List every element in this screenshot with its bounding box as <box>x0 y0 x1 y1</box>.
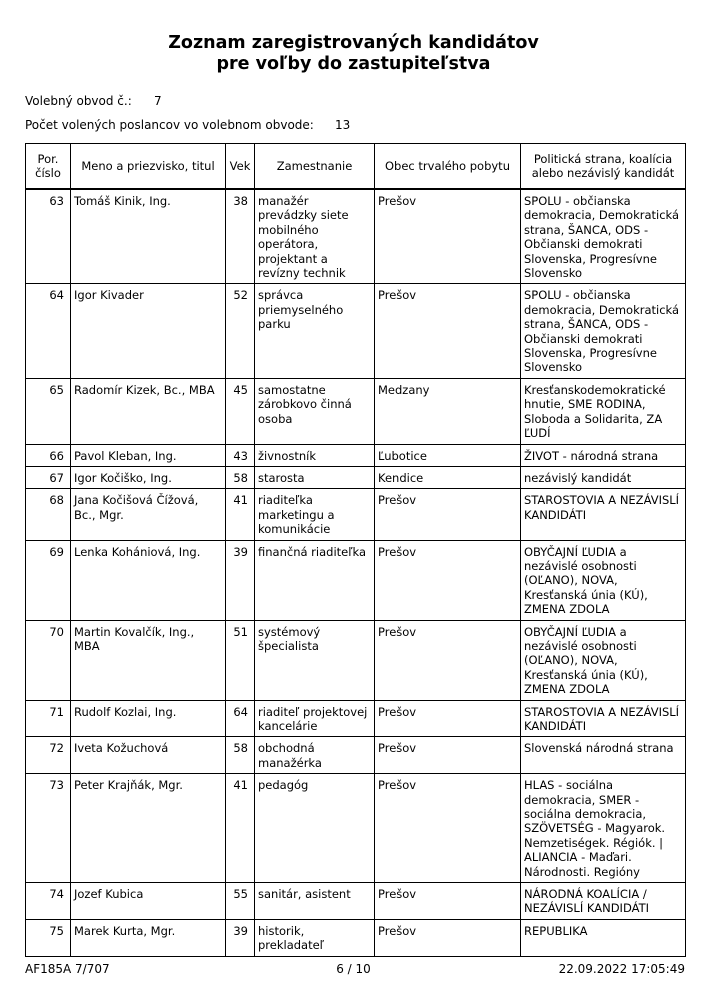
cell-age: 58 <box>226 466 255 488</box>
cell-number: 64 <box>26 284 71 378</box>
cell-party: OBYČAJNÍ ĽUDIA a nezávislé osobnosti (OĽANO), NOVA, Kresťanská únia (KÚ), ZMENA ZDOLA <box>521 620 686 700</box>
cell-occupation: finančná riaditeľka <box>255 540 375 620</box>
cell-name: Pavol Kleban, Ing. <box>71 444 226 466</box>
cell-number: 71 <box>26 700 71 737</box>
cell-number: 69 <box>26 540 71 620</box>
cell-occupation: sanitár, asistent <box>255 883 375 920</box>
cell-name: Tomáš Kinik, Ing. <box>71 189 226 284</box>
cell-occupation: pedagóg <box>255 774 375 883</box>
header-number: Por. číslo <box>26 144 71 190</box>
cell-party: SPOLU - občianska demokracia, Demokratická strana, ŠANCA, ODS - Občianski demokrati Slovenska, Progresívne Slovensko <box>521 284 686 378</box>
candidates-table <box>25 143 686 957</box>
seats-info <box>25 118 351 132</box>
cell-residence: Prešov <box>375 774 521 883</box>
cell-number: 74 <box>26 883 71 920</box>
cell-occupation: starosta <box>255 466 375 488</box>
cell-occupation: obchodná manažérka <box>255 737 375 774</box>
cell-age: 58 <box>226 737 255 774</box>
table-row <box>26 919 686 956</box>
cell-number: 67 <box>26 466 71 488</box>
cell-name: Peter Krajňák, Mgr. <box>71 774 226 883</box>
cell-number: 68 <box>26 489 71 540</box>
cell-number: 63 <box>26 189 71 284</box>
cell-number: 73 <box>26 774 71 883</box>
header-occupation: Zamestnanie <box>255 144 375 190</box>
table-row <box>26 540 686 620</box>
cell-name: Jozef Kubica <box>71 883 226 920</box>
cell-party: REPUBLIKA <box>521 919 686 956</box>
table-row <box>26 774 686 883</box>
cell-age: 41 <box>226 489 255 540</box>
cell-age: 52 <box>226 284 255 378</box>
table-row <box>26 700 686 737</box>
cell-age: 45 <box>226 378 255 444</box>
footer-page-number: 6 / 10 <box>336 962 371 976</box>
cell-age: 51 <box>226 620 255 700</box>
cell-number: 72 <box>26 737 71 774</box>
document-title-line1: Zoznam zaregistrovaných kandidátov <box>168 33 539 53</box>
cell-occupation: správca priemyselného parku <box>255 284 375 378</box>
cell-residence: Medzany <box>375 378 521 444</box>
cell-party: HLAS - sociálna demokracia, SMER - sociálna demokracia, SZÖVETSÉG - Magyarok. Nemzetiségek. Régiók. | ALIANCIA - Maďari. Národnosti. Regióny <box>521 774 686 883</box>
cell-name: Jana Kočišová Čížová, Bc., Mgr. <box>71 489 226 540</box>
cell-number: 75 <box>26 919 71 956</box>
seats-value: 13 <box>335 118 351 132</box>
cell-party: Kresťanskodemokratické hnutie, SME RODINA, Sloboda a Solidarita, ZA ĽUDÍ <box>521 378 686 444</box>
cell-age: 39 <box>226 540 255 620</box>
cell-party: Slovenská národná strana <box>521 737 686 774</box>
cell-number: 66 <box>26 444 71 466</box>
cell-residence: Prešov <box>375 919 521 956</box>
cell-residence: Prešov <box>375 700 521 737</box>
cell-name: Iveta Kožuchová <box>71 737 226 774</box>
document-title-line2: pre voľby do zastupiteľstva <box>216 54 491 74</box>
cell-residence: Prešov <box>375 620 521 700</box>
table-row <box>26 883 686 920</box>
cell-occupation: riaditeľka marketingu a komunikácie <box>255 489 375 540</box>
cell-occupation: riaditeľ projektovej kancelárie <box>255 700 375 737</box>
cell-name: Rudolf Kozlai, Ing. <box>71 700 226 737</box>
cell-residence: Prešov <box>375 489 521 540</box>
header-party: Politická strana, koalícia alebo nezávislý kandidát <box>521 144 686 190</box>
table-row <box>26 737 686 774</box>
table-row <box>26 189 686 284</box>
cell-party: STAROSTOVIA A NEZÁVISLÍ KANDIDÁTI <box>521 489 686 540</box>
cell-name: Radomír Kizek, Bc., MBA <box>71 378 226 444</box>
cell-occupation: historik, prekladateľ <box>255 919 375 956</box>
cell-occupation: systémový špecialista <box>255 620 375 700</box>
cell-name: Igor Kočiško, Ing. <box>71 466 226 488</box>
cell-name: Martin Kovalčík, Ing., MBA <box>71 620 226 700</box>
table-row <box>26 378 686 444</box>
cell-residence: Prešov <box>375 883 521 920</box>
cell-number: 70 <box>26 620 71 700</box>
header-age: Vek <box>226 144 255 190</box>
footer-document-id: AF185A 7/707 <box>25 962 110 976</box>
cell-residence: Prešov <box>375 284 521 378</box>
cell-party: STAROSTOVIA A NEZÁVISLÍ KANDIDÁTI <box>521 700 686 737</box>
cell-age: 55 <box>226 883 255 920</box>
table-row <box>26 489 686 540</box>
table-row <box>26 466 686 488</box>
cell-age: 38 <box>226 189 255 284</box>
header-residence: Obec trvalého pobytu <box>375 144 521 190</box>
district-label: Volebný obvod č.: <box>25 94 132 108</box>
cell-party: NÁRODNÁ KOALÍCIA / NEZÁVISLÍ KANDIDÁTI <box>521 883 686 920</box>
cell-occupation: samostatne zárobkovo činná osoba <box>255 378 375 444</box>
seats-label: Počet volených poslancov vo volebnom obvode: <box>25 118 314 132</box>
cell-occupation: živnostník <box>255 444 375 466</box>
cell-residence: Prešov <box>375 189 521 284</box>
cell-party: SPOLU - občianska demokracia, Demokratická strana, ŠANCA, ODS - Občianski demokrati Slovenska, Progresívne Slovensko <box>521 189 686 284</box>
cell-name: Marek Kurta, Mgr. <box>71 919 226 956</box>
cell-residence: Ľubotice <box>375 444 521 466</box>
footer-timestamp: 22.09.2022 17:05:49 <box>558 962 685 976</box>
cell-age: 39 <box>226 919 255 956</box>
cell-age: 41 <box>226 774 255 883</box>
cell-number: 65 <box>26 378 71 444</box>
cell-name: Igor Kivader <box>71 284 226 378</box>
cell-residence: Prešov <box>375 540 521 620</box>
header-name: Meno a priezvisko, titul <box>71 144 226 190</box>
district-info <box>25 94 162 108</box>
cell-residence: Prešov <box>375 737 521 774</box>
table-row <box>26 284 686 378</box>
district-value: 7 <box>154 94 162 108</box>
cell-age: 43 <box>226 444 255 466</box>
cell-age: 64 <box>226 700 255 737</box>
cell-occupation: manažér prevádzky siete mobilného operátora, projektant a revízny technik <box>255 189 375 284</box>
table-header-row <box>26 144 686 190</box>
table-row <box>26 444 686 466</box>
cell-party: OBYČAJNÍ ĽUDIA a nezávislé osobnosti (OĽANO), NOVA, Kresťanská únia (KÚ), ZMENA ZDOLA <box>521 540 686 620</box>
table-row <box>26 620 686 700</box>
cell-residence: Kendice <box>375 466 521 488</box>
cell-party: ŽIVOT - národná strana <box>521 444 686 466</box>
cell-name: Lenka Kohániová, Ing. <box>71 540 226 620</box>
cell-party: nezávislý kandidát <box>521 466 686 488</box>
